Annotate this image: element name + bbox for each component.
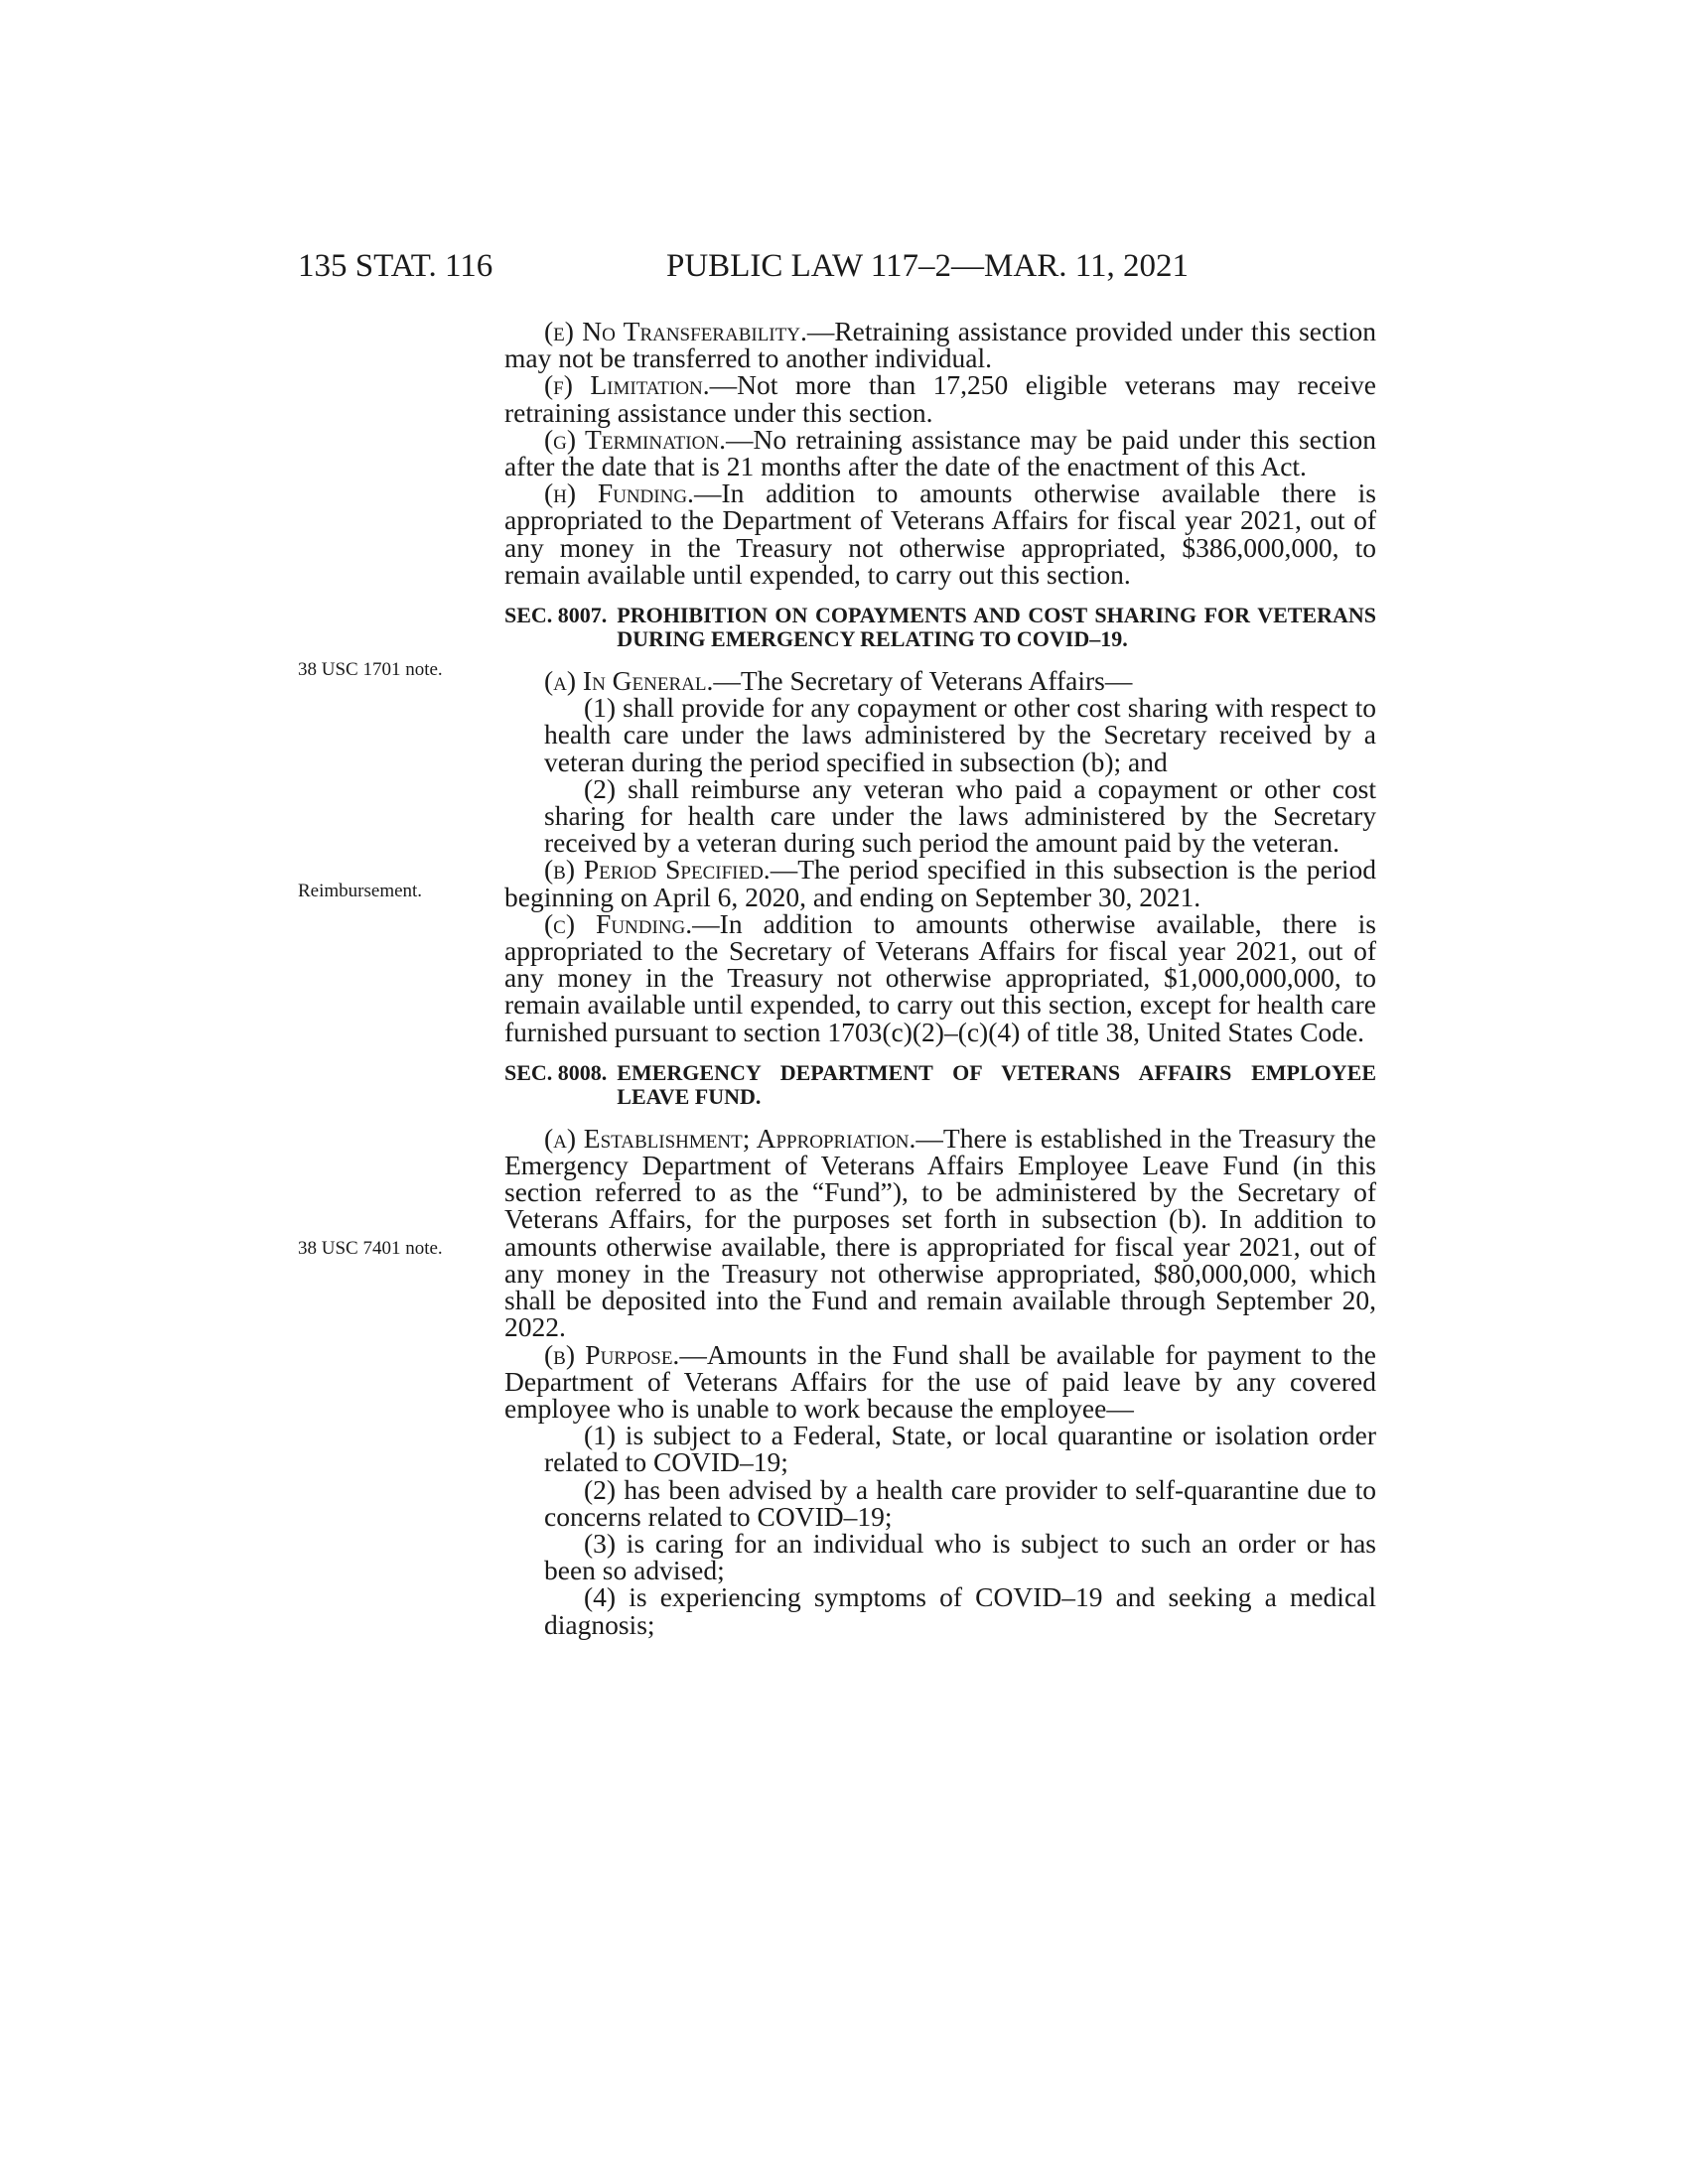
- para-heading: (h) Funding.: [544, 478, 694, 509]
- para-text: —In addition to amounts otherwise available there is appropriated to the Department of Veterans Affairs for fiscal year 2021, out of any money in the Treasury not otherwise appropriated, $386,000,000, to remain available until expended, to carry out this section.: [504, 478, 1377, 590]
- para-g-termination: [504, 423, 1376, 482]
- sec8008-item-4: (4) is experiencing symptoms of COVID–19 and seeking a medical diagnosis;: [544, 1581, 1376, 1640]
- para-e-no-transferability: [504, 316, 1376, 374]
- para-heading: (a) Establishment; Appropriation.: [544, 1122, 916, 1154]
- para-heading: (c) Funding.: [544, 907, 693, 939]
- para-text: —There is established in the Treasury the Emergency Department of Veterans Affairs Employee Leave Fund (in this section referred to as the “Fund”), to be administered by the Secretary of Veterans Affairs, for the purposes set forth in subsection (b). In addition to amounts otherwise available, there is appropriated for fiscal year 2021, out of any money in the Treasury not otherwise appropriated, $80,000,000, which shall be deposited into the Fund and remain available through September 20, 2022.: [504, 1122, 1376, 1343]
- para-text: —The period specified in this subsection is the period beginning on April 6, 2020, and ending on September 30, 2021.: [504, 854, 1376, 912]
- para-text: —Amounts in the Fund shall be available for payment to the Department of Veterans Affairs for the use of paid leave by any covered employee who is unable to work because the employee—: [504, 1338, 1376, 1424]
- sec8008-item-1: (1) is subject to a Federal, State, or local quarantine or isolation order related to COVID–19;: [544, 1420, 1376, 1478]
- page-reference: 135 STAT. 116: [298, 248, 493, 284]
- para-heading: (a) In General.: [544, 665, 714, 697]
- margin-note-reimbursement: Reimbursement.: [298, 881, 423, 901]
- para-heading: (e) No Transferability.: [544, 316, 807, 346]
- para-heading: (f) Limitation.: [544, 369, 710, 401]
- para-text: —In addition to amounts otherwise available, there is appropriated to the Secretary of Veterans Affairs for fiscal year 2021, out of any money in the Treasury not otherwise appropriated, $1,000,000,000, to remain available until expended, to carry out this section, except for health care furnished pursuant to section 1703(c)(2)–(c)(4) of title 38, United States Code.: [504, 907, 1376, 1047]
- sec8008-para-b: [504, 1338, 1376, 1424]
- para-text: —Retraining assistance provided under this section may not be transferred to another individual.: [504, 316, 1376, 374]
- para-heading: (b) Period Specified.: [544, 854, 771, 886]
- section-title: EMERGENCY DEPARTMENT OF VETERANS AFFAIRS EMPLOYEE LEAVE FUND.: [617, 1059, 1376, 1109]
- para-text: —Not more than 17,250 eligible veterans may receive retraining assistance under this section.: [504, 369, 1376, 428]
- sec8007-para-c: [504, 907, 1376, 1047]
- para-f-limitation: [504, 369, 1376, 428]
- para-h-funding: [504, 479, 1376, 588]
- para-heading: (g) Termination.: [544, 423, 726, 455]
- margin-note-usc-7401: 38 USC 7401 note.: [298, 1238, 443, 1259]
- section-8007-heading: [504, 604, 1376, 651]
- para-heading: (b) Purpose.: [544, 1338, 680, 1370]
- section-number: SEC. 8007.: [504, 603, 608, 628]
- statute-body: [504, 318, 1376, 1638]
- sec8007-para-a: [504, 665, 1376, 697]
- section-8008-heading: [504, 1061, 1376, 1109]
- sec8007-item-1: (1) shall provide for any copayment or other cost sharing with respect to health care under the laws administered by the Secretary received by a veteran during the period specified in subsection (b); and: [544, 692, 1376, 777]
- para-text: —The Secretary of Veterans Affairs—: [713, 665, 1133, 697]
- margin-note-usc-1701: 38 USC 1701 note.: [298, 659, 443, 680]
- section-number: SEC. 8008.: [504, 1059, 608, 1085]
- section-title: PROHIBITION ON COPAYMENTS AND COST SHARING FOR VETERANS DURING EMERGENCY RELATING TO COVID–19.: [617, 603, 1376, 652]
- running-header: [298, 246, 1390, 286]
- sec8008-item-2: (2) has been advised by a health care provider to self-quarantine due to concerns related to COVID–19;: [544, 1473, 1376, 1532]
- header-title: PUBLIC LAW 117–2—MAR. 11, 2021: [666, 248, 1189, 284]
- sec8007-item-2: (2) shall reimburse any veteran who paid a copayment or other cost sharing for health care under the laws administered by the Secretary received by a veteran during such period the amount paid by the veteran.: [544, 772, 1376, 859]
- sec8007-para-b: [504, 854, 1376, 912]
- para-text: —No retraining assistance may be paid under this section after the date that is 21 months after the date of the enactment of this Act.: [504, 423, 1376, 482]
- sec8008-item-3: (3) is caring for an individual who is subject to such an order or has been so advised;: [544, 1527, 1376, 1586]
- sec8008-para-a: [504, 1122, 1376, 1343]
